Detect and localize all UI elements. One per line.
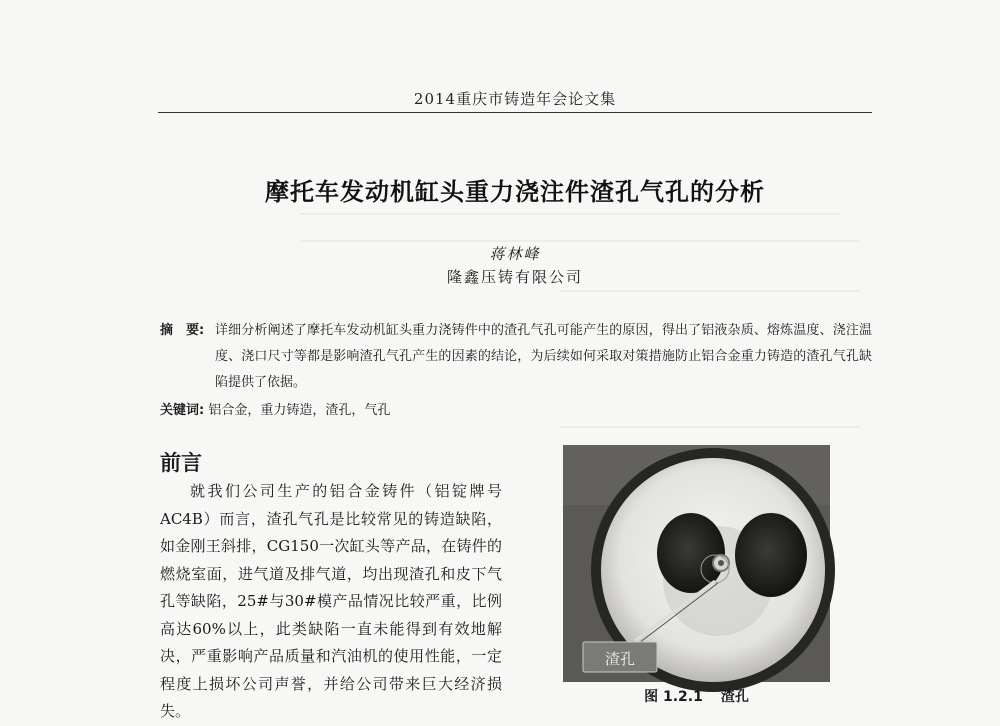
abstract-text: 详细分析阐述了摩托车发动机缸头重力浇铸件中的渣孔气孔可能产生的原因，得出了铝液杂质、熔炼温度、浇注温度、浇口尺寸等都是影响渣孔气孔产生的因素的结论，为后续如何采取对策措施防止铝合金重力铸造的渣孔气孔缺陷提供了依据。 [215, 323, 872, 390]
abstract [160, 318, 872, 396]
keywords-label: 关键词: [160, 403, 205, 418]
bleed-through-line [560, 426, 860, 428]
figure-photo [563, 445, 830, 682]
section-heading: 前言 [160, 451, 202, 475]
figure-number: 图 1.2.1 [644, 689, 703, 705]
casting-photo [563, 445, 830, 682]
bleed-through-line [300, 213, 840, 215]
author-affiliation: 隆鑫压铸有限公司 [446, 268, 583, 286]
body-paragraph: 就我们公司生产的铝合金铸件（铝锭牌号AC4B）而言，渣孔气孔是比较常见的铸造缺陷，如金刚王斜排，CG150一次缸头等产品，在铸件的燃烧室面，进气道及排气道，均出现渣孔和皮下气孔等缺陷，25#与30#模产品情况比较严重，比例高达60%以上，此类缺陷一直未能得到有效地解决，严重影响产品质量和汽油机的使用性能，一定程度上损坏公司声誉，并给公司带来巨大经济损失。 [160, 482, 502, 720]
figure-caption [563, 686, 830, 706]
keywords [160, 399, 872, 418]
slag-hole-callout-label: 渣孔 [604, 650, 636, 668]
running-header: 2014重庆市铸造年会论文集 [413, 90, 617, 108]
paper-title: 摩托车发动机缸头重力浇注件渣孔气孔的分析 [265, 178, 765, 206]
header-rule [158, 112, 872, 113]
abstract-label: 摘 要: [160, 323, 205, 338]
bleed-through-line [300, 240, 860, 242]
figure-caption-text: 渣孔 [720, 689, 749, 705]
author-name: 蒋林峰 [489, 245, 541, 263]
keywords-text: 铝合金，重力铸造，渣孔，气孔 [208, 403, 391, 418]
bleed-through-line [560, 290, 860, 292]
